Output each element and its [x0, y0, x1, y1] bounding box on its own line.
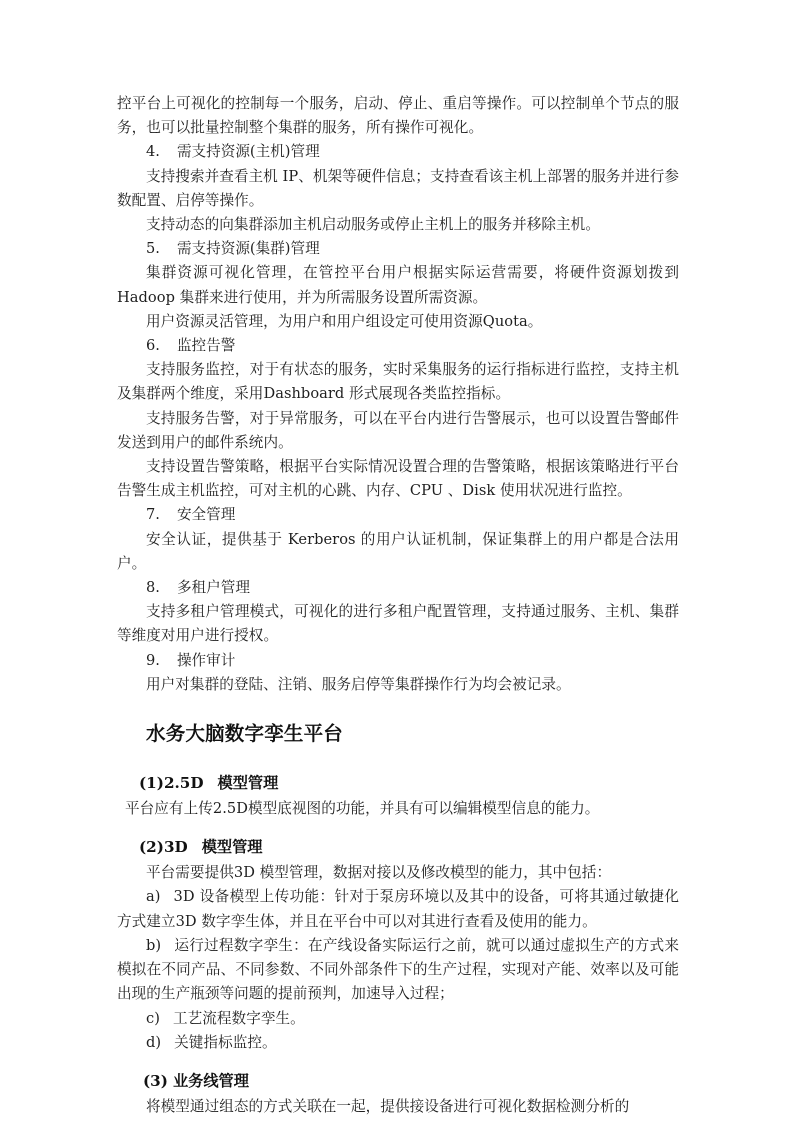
paragraph-6-1: 支持服务监控，对于有状态的服务，实时采集服务的运行指标进行监控，支持主机及集群两个维度，采用Dashboard 形式展现各类监控指标。 — [117, 361, 679, 403]
list-letter-b: b) — [146, 936, 162, 954]
lettered-item-c — [117, 1007, 679, 1031]
list-number-7: 7. — [146, 506, 160, 524]
page-content-column — [117, 92, 679, 1119]
section-heading-platform: 水务大脑数字孪生平台 — [146, 722, 344, 746]
lettered-item-d — [117, 1031, 679, 1055]
subsection-heading-1 — [117, 757, 679, 797]
lettered-item-b — [117, 934, 679, 1007]
subsection-latin-1: 2.5D — [163, 774, 204, 793]
subsection-latin-2: 3D — [163, 838, 188, 857]
list-title-5: 需支持资源(集群)管理 — [176, 240, 320, 258]
list-number-8: 8. — [146, 579, 160, 597]
paragraph-4-1: 支持搜索并查看主机 IP、机架等硬件信息；支持查看该主机上部署的服务并进行参数配置、启停等操作。 — [117, 167, 679, 209]
subsection-marker-1: (1) — [139, 774, 164, 793]
continued-paragraph: 控平台上可视化的控制每一个服务，启动、停止、重启等操作。可以控制单个节点的服务，也可以批量控制整个集群的服务，所有操作可视化。 — [117, 95, 679, 137]
list-text-d: 关键指标监控。 — [174, 1033, 277, 1051]
paragraph-5-2: 用户资源灵活管理，为用户和用户组设定可使用资源Quota。 — [146, 312, 543, 330]
paragraph-6-2: 支持服务告警，对于异常服务，可以在平台内进行告警展示，也可以设置告警邮件发送到用户的邮件系统内。 — [117, 409, 679, 451]
numbered-heading-7 — [117, 503, 679, 527]
subsection-marker-3: (3) — [143, 1071, 168, 1090]
subsection-marker-2: (2) — [139, 838, 164, 857]
list-number-4: 4. — [146, 143, 160, 161]
list-title-4: 需支持资源(主机)管理 — [176, 143, 320, 161]
numbered-heading-6 — [117, 334, 679, 358]
list-text-b: 运行过程数字孪生：在产线设备实际运行之前，就可以通过虚拟生产的方式来模拟在不同产品、不同参数、不同外部条件下的生产过程，实现对产能、效率以及可能出现的生产瓶颈等问题的提前预判，加速导入过程； — [117, 936, 679, 1003]
paragraph-7-1: 安全认证，提供基于 Kerberos 的用户认证机制，保证集群上的用户都是合法用户。 — [117, 530, 679, 572]
list-title-9: 操作审计 — [176, 651, 236, 669]
numbered-heading-5 — [117, 237, 679, 261]
list-title-8: 多租户管理 — [176, 579, 250, 597]
paragraph-9-1: 用户对集群的登陆、注销、服务启停等集群操作行为均会被记录。 — [146, 675, 571, 693]
list-title-7: 安全管理 — [176, 506, 236, 524]
subsection-heading-2 — [117, 821, 679, 861]
list-number-5: 5. — [146, 240, 160, 258]
list-letter-d: d) — [146, 1033, 162, 1051]
subsection-2-paragraph-1: 平台需要提供3D 模型管理，数据对接以及修改模型的能力，其中包括： — [146, 864, 612, 882]
list-letter-a: a) — [146, 888, 161, 906]
subsection-title-2: 模型管理 — [201, 838, 263, 857]
numbered-heading-8 — [117, 576, 679, 600]
list-text-a: 3D 设备模型上传功能：针对于泵房环境以及其中的设备，可将其通过敏捷化方式建立3D 数字孪生体，并且在平台中可以对其进行查看及使用的能力。 — [117, 888, 679, 930]
paragraph-6-3: 支持设置告警策略，根据平台实际情况设置合理的告警策略，根据该策略进行平台告警生成主机监控，可对主机的心跳、内存、CPU 、Disk 使用状况进行监控。 — [117, 458, 679, 500]
numbered-heading-9 — [117, 649, 679, 673]
subsection-title-1: 模型管理 — [217, 774, 279, 793]
lettered-item-a — [117, 885, 679, 933]
list-letter-c: c) — [146, 1009, 160, 1027]
subsection-heading-3 — [117, 1055, 679, 1095]
subsection-3-paragraph-1: 将模型通过组态的方式关联在一起，提供接设备进行可视化数据检测分析的 — [146, 1097, 630, 1115]
numbered-heading-4 — [117, 140, 679, 164]
list-number-9: 9. — [146, 651, 160, 669]
paragraph-4-2: 支持动态的向集群添加主机启动服务或停止主机上的服务并移除主机。 — [146, 216, 600, 234]
list-number-6: 6. — [146, 337, 160, 355]
subsection-title-3: 业务线管理 — [172, 1071, 249, 1090]
subsection-1-paragraph-1: 平台应有上传2.5D模型底视图的功能，并具有可以编辑模型信息的能力。 — [125, 800, 600, 818]
paragraph-8-1: 支持多租户管理模式，可视化的进行多租户配置管理，支持通过服务、主机、集群等维度对用户进行授权。 — [117, 603, 679, 645]
paragraph-5-1: 集群资源可视化管理，在管控平台用户根据实际运营需要，将硬件资源划拨到Hadoop 集群来进行使用，并为所需服务设置所需资源。 — [117, 264, 679, 306]
list-text-c: 工艺流程数字孪生。 — [172, 1009, 305, 1027]
list-title-6: 监控告警 — [176, 337, 236, 355]
